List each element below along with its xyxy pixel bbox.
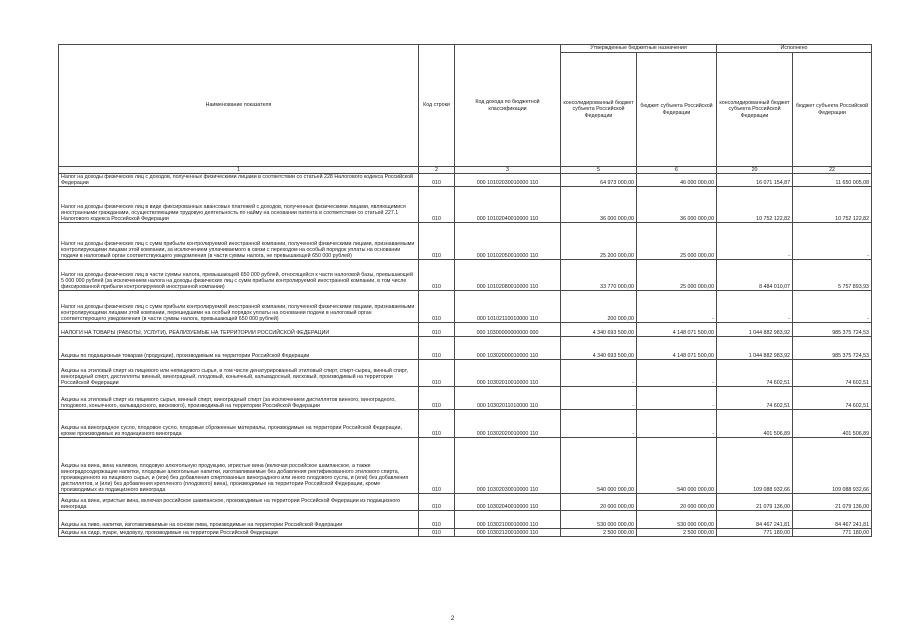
row-approved-subject: 25 000 000,00 [637,260,717,291]
row-executed-consolidated: 8 484 010,07 [717,260,793,291]
row-kbk: 000 10102030010000 110 [455,174,561,187]
table-row [59,187,872,223]
row-approved-consolidated: 64 973 000,00 [561,174,637,187]
row-approved-subject: 4 148 071 500,00 [637,323,717,337]
table-row [59,323,872,337]
row-approved-consolidated: - [561,387,637,410]
row-name: Акцизы на виноградное сусло, плодовое сусло, плодовые сброженные материалы, производимые на территории Российской Федерации, кроме производимых из подакцизного винограда [59,410,419,438]
row-code: 010 [419,223,455,260]
row-approved-consolidated: 540 000 000,00 [561,438,637,494]
row-approved-subject: 20 000 000,00 [637,494,717,511]
row-executed-subject: 985 375 724,53 [793,323,872,337]
group-executed-header: Исполнено [717,45,872,53]
row-executed-consolidated: 16 071 154,87 [717,174,793,187]
row-approved-subject: - [637,410,717,438]
row-approved-subject: 25 000 000,00 [637,223,717,260]
row-approved-consolidated: 25 200 000,00 [561,223,637,260]
row-approved-subject: - [637,387,717,410]
row-executed-subject: 84 467 241,81 [793,511,872,529]
row-approved-subject: 36 000 000,00 [637,187,717,223]
col-number: 1 [59,167,419,174]
row-name: Акцизы на сидр, пуаре, медовуху, производимые на территории Российской Федерации [59,529,419,537]
row-kbk: 000 10102110010000 110 [455,291,561,323]
row-code: 010 [419,260,455,291]
row-name: Акцизы на этиловый спирт из пищевого сырья, винный спирт, виноградный спирт (за исключением дистиллятов винного, виноградного, плодового, коньячного, кальвадосного, вискового), производимый на территории Российской Федерации [59,387,419,410]
row-code: 010 [419,291,455,323]
row-executed-consolidated: 74 602,51 [717,360,793,387]
row-executed-subject: - [793,223,872,260]
table-row [59,494,872,511]
budget-report-table [58,44,872,537]
row-name: Налог на доходы физических лиц в части суммы налога, превышающей 650 000 рублей, относящейся к части налоговой базы, превышающей 5 000 000 рублей (за исключением налога на доходы физических лиц с сумм прибыли контролируемой иностранной компании, в том числе фиксированной прибыли контролируемой иностранной компании) [59,260,419,291]
row-kbk: 000 10102040010000 110 [455,187,561,223]
row-code: 010 [419,360,455,387]
table-row [59,529,872,537]
row-approved-subject: - [637,291,717,323]
col-budget-code-header: Код дохода по бюджетной классификации [455,45,561,167]
col-number: 22 [793,167,872,174]
table-row [59,291,872,323]
row-approved-subject: 2 500 000,00 [637,529,717,537]
row-executed-consolidated: 109 088 932,66 [717,438,793,494]
row-approved-consolidated: - [561,360,637,387]
row-approved-subject: 4 148 071 500,00 [637,337,717,360]
row-kbk: 000 10302020010000 110 [455,410,561,438]
col-number: 2 [419,167,455,174]
row-kbk: 000 10302011010000 110 [455,387,561,410]
row-kbk: 000 10300000000000 000 [455,323,561,337]
col-number: 20 [717,167,793,174]
row-kbk: 000 10302120010000 110 [455,529,561,537]
row-kbk: 000 10302010010000 110 [455,360,561,387]
row-executed-subject: 10 752 122,82 [793,187,872,223]
row-approved-consolidated: 530 000 000,00 [561,511,637,529]
row-executed-consolidated: 21 079 136,00 [717,494,793,511]
table-row [59,337,872,360]
col-name-header: Наименование показателя [59,45,419,167]
table-row [59,410,872,438]
row-kbk: 000 10102080010000 110 [455,260,561,291]
row-code: 010 [419,529,455,537]
row-executed-consolidated: 1 044 882 983,92 [717,337,793,360]
row-code: 010 [419,387,455,410]
row-executed-consolidated: - [717,291,793,323]
row-approved-consolidated: 36 000 000,00 [561,187,637,223]
table-row [59,174,872,187]
row-approved-consolidated: 200 000,00 [561,291,637,323]
col-number: 3 [455,167,561,174]
row-code: 010 [419,494,455,511]
row-kbk: 000 10102050010000 110 [455,223,561,260]
row-executed-consolidated: 84 467 241,81 [717,511,793,529]
row-name: Акцизы по подакцизным товарам (продукции), производимым на территории Российской Федерации [59,337,419,360]
row-name: Налог на доходы физических лиц с доходов, полученных физическими лицами в соответствии со статьей 228 Налогового кодекса Российской Федерации [59,174,419,187]
row-executed-subject: 771 180,00 [793,529,872,537]
col-consolidated-exec-header: консолидированный бюджет субъекта Российской Федерации [717,53,793,167]
table-row [59,360,872,387]
row-code: 010 [419,511,455,529]
table-row [59,387,872,410]
row-executed-subject: - [793,291,872,323]
row-kbk: 000 10302100010000 110 [455,511,561,529]
col-number: 5 [561,167,637,174]
col-code-header: Код строки [419,45,455,167]
row-name: Акцизы на вина, вина наливом, плодовую алкогольную продукцию, игристые вина (включая российское шампанское, а также виноградосодержащие напитки, плодовые алкогольные напитки, изготавливаемые без добавления ректификованного этилового спирта, произведенного из пищевого сырья, и (или) без добавления спиртованных виноградного или иного плодового сусла, и (или) без добавления дистиллятов, и (или) без добавления крепленого (плодового) вина), производимые на территории Российской Федерации, кроме производимых из подакцизного винограда [59,438,419,494]
row-kbk: 000 10302000010000 110 [455,337,561,360]
row-code: 010 [419,174,455,187]
row-approved-consolidated: - [561,410,637,438]
row-approved-subject: 530 000 000,00 [637,511,717,529]
row-approved-consolidated: 20 000 000,00 [561,494,637,511]
row-approved-consolidated: 4 340 693 500,00 [561,323,637,337]
col-number: 6 [637,167,717,174]
col-subject-header: бюджет субъекта Российской Федерации [637,53,717,167]
page-number: 2 [450,615,455,622]
row-kbk: 000 10302040010000 110 [455,494,561,511]
row-code: 010 [419,187,455,223]
row-approved-subject: - [637,360,717,387]
row-executed-subject: 74 602,51 [793,360,872,387]
row-approved-consolidated: 33 770 000,00 [561,260,637,291]
row-approved-consolidated: 2 500 000,00 [561,529,637,537]
row-name: Налог на доходы физических лиц с сумм прибыли контролируемой иностранной компании, полученной физическими лицами, признаваемыми контролирующими лицами этой компании, за исключением уплачиваемого в связи с переходом на особый порядок уплаты на основании подачи в налоговый орган соответствующего уведомления (в части суммы налога, не превышающей 650 000 рублей) [59,223,419,260]
row-code: 010 [419,410,455,438]
row-executed-consolidated: - [717,223,793,260]
row-executed-subject: 11 650 005,08 [793,174,872,187]
table-row [59,260,872,291]
col-subject-exec-header: бюджет субъекта Российской Федерации [793,53,872,167]
row-executed-consolidated: 1 044 882 983,92 [717,323,793,337]
row-code: 010 [419,337,455,360]
group-approved-header: Утвержденные бюджетные назначения [561,45,717,53]
row-executed-subject: 401 506,89 [793,410,872,438]
row-approved-subject: 46 000 000,00 [637,174,717,187]
row-code: 010 [419,323,455,337]
row-name: Налог на доходы физических лиц в виде фиксированных авансовых платежей с доходов, полученных физическими лицами, являющимися иностранными гражданами, осуществляющими трудовую деятельность по найму на основании патента в соответствии со статьей 227.1 Налогового кодекса Российской Федерации [59,187,419,223]
row-approved-consolidated: 4 340 693 500,00 [561,337,637,360]
row-executed-subject: 109 088 932,66 [793,438,872,494]
row-approved-subject: 540 000 000,00 [637,438,717,494]
row-executed-subject: 5 757 893,93 [793,260,872,291]
row-name: Акцизы на пиво, напитки, изготавливаемые на основе пива, производимые на территории Российской Федерации [59,511,419,529]
table-row [59,511,872,529]
table-row [59,223,872,260]
row-name: Акцизы на этиловый спирт из пищевого или непищевого сырья, в том числе денатурированный этиловый спирт, спирт-сырец, винный спирт, виноградный спирт, дистилляты винный, виноградный, плодовый, коньячный, кальвадосный, висковый, производимый на территории Российской Федерации [59,360,419,387]
row-executed-consolidated: 771 180,00 [717,529,793,537]
row-executed-consolidated: 401 506,89 [717,410,793,438]
row-executed-subject: 74 602,51 [793,387,872,410]
col-consolidated-header: консолидированный бюджет субъекта Российской Федерации [561,53,637,167]
row-executed-consolidated: 74 602,51 [717,387,793,410]
row-kbk: 000 10302030010000 110 [455,438,561,494]
row-executed-subject: 985 375 724,53 [793,337,872,360]
row-executed-subject: 21 079 136,00 [793,494,872,511]
row-name: Акцизы на вина, игристые вина, включая российское шампанское, производимые на территории Российской Федерации из подакцизного винограда [59,494,419,511]
row-executed-consolidated: 10 752 122,82 [717,187,793,223]
column-numbers-row [59,167,872,174]
table-row [59,438,872,494]
row-name: НАЛОГИ НА ТОВАРЫ (РАБОТЫ, УСЛУГИ), РЕАЛИЗУЕМЫЕ НА ТЕРРИТОРИИ РОССИЙСКОЙ ФЕДЕРАЦИИ [59,323,419,337]
row-code: 010 [419,438,455,494]
row-name: Налог на доходы физических лиц с сумм прибыли контролируемой иностранной компании, полученной физическими лицами, признаваемыми контролирующими лицами этой компании, перешедшими на особый порядок уплаты на основании подачи в налоговый орган соответствующего уведомления (в части суммы налога, превышающей 650 000 рублей) [59,291,419,323]
